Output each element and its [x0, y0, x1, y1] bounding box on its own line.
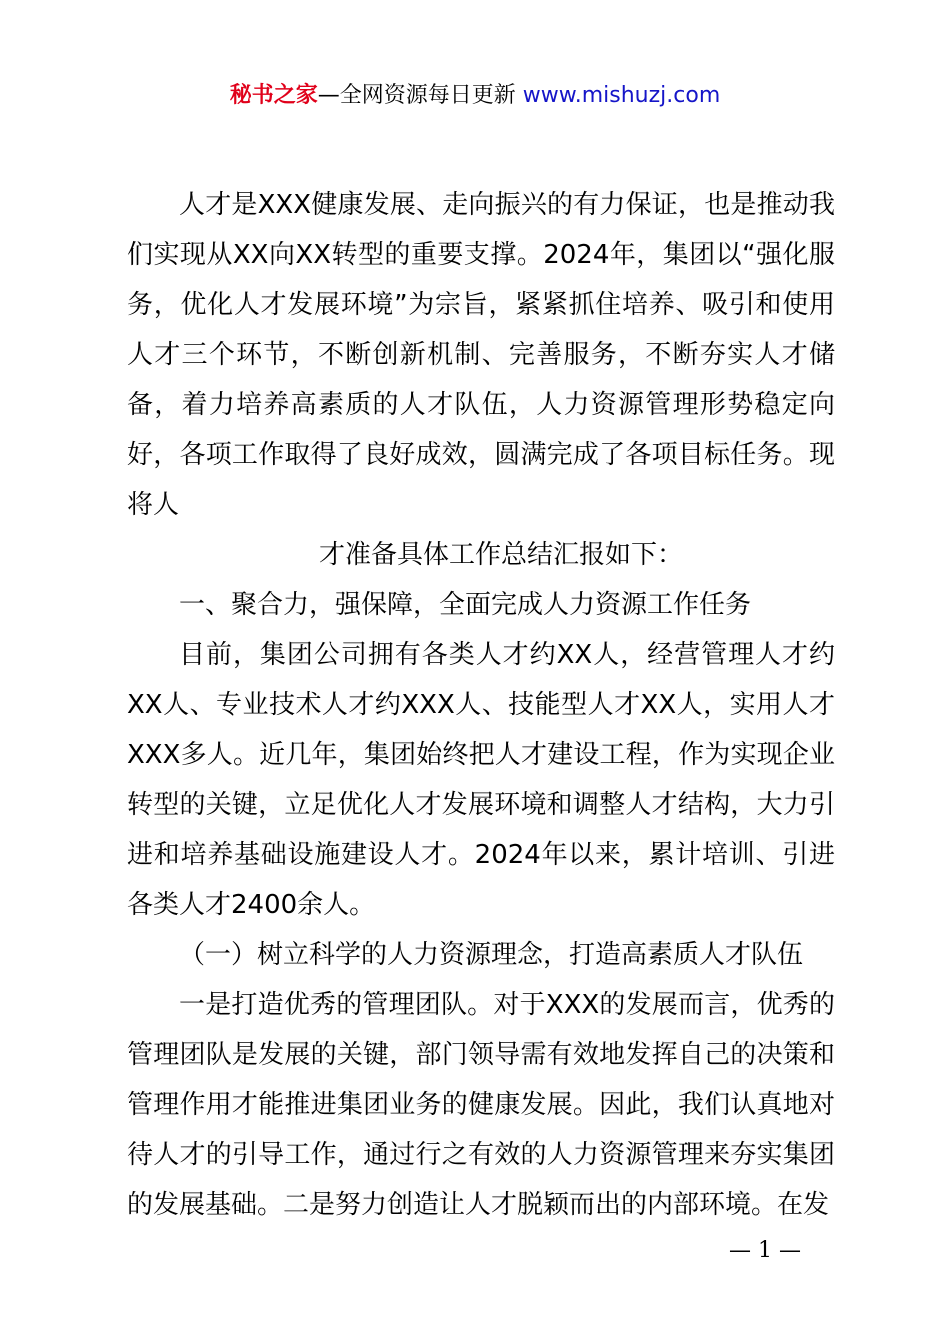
- page-number: — 1 —: [729, 1238, 801, 1263]
- header-tagline: —全网资源每日更新: [317, 83, 523, 108]
- brand-name: 秘书之家: [229, 83, 318, 108]
- section-heading-1: 一、聚合力，强保障，全面完成人力资源工作任务: [179, 590, 752, 620]
- page-header: [0, 80, 950, 112]
- subsection-heading-1: （一）树立科学的人力资源理念，打造高素质人才队伍: [179, 940, 804, 970]
- site-url-link[interactable]: www.mishuzj.com: [522, 83, 721, 108]
- document-body: [127, 180, 835, 1230]
- subsection-1-paragraph: 一是打造优秀的管理团队。对于XXX的发展而言，优秀的管理团队是发展的关键，部门领导需有效地发挥自己的决策和管理作用才能推进集团业务的健康发展。因此，我们认真地对待人才的引导工作，通过行之有效的人力资源管理来夯实集团的发展基础。二是努力创造让人才脱颖而出的内部环境。在发: [127, 990, 835, 1220]
- intro-paragraph-last-line: 才准备具体工作总结汇报如下：: [318, 540, 683, 570]
- section-1-paragraph: 目前，集团公司拥有各类人才约XX人，经营管理人才约XX人、专业技术人才约XXX人、技能型人才XX人，实用人才XXX多人。近几年，集团始终把人才建设工程，作为实现企业转型的关键，立足优化人才发展环境和调整人才结构，大力引进和培养基础设施建设人才。2024年以来，累计培训、引进各类人才2400余人。: [127, 640, 835, 920]
- intro-paragraph: 人才是XXX健康发展、走向振兴的有力保证，也是推动我们实现从XX向XX转型的重要支撑。2024年，集团以“强化服务，优化人才发展环境”为宗旨，紧紧抓住培养、吸引和使用人才三个环节，不断创新机制、完善服务，不断夯实人才储备，着力培养高素质的人才队伍，人力资源管理形势稳定向好，各项工作取得了良好成效，圆满完成了各项目标任务。现将人: [127, 190, 835, 520]
